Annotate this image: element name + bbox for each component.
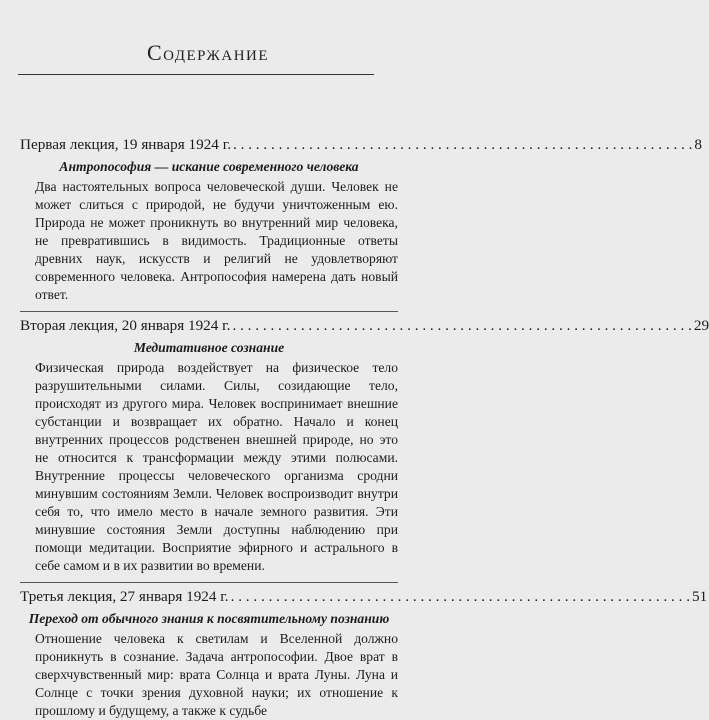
page-number: 51 xyxy=(692,588,708,605)
toc-line[interactable] xyxy=(20,135,703,154)
toc-line[interactable] xyxy=(20,587,708,606)
toc-line[interactable] xyxy=(20,316,709,335)
page-number: 29 xyxy=(693,317,709,334)
lecture-description: Два настоятельных вопроса человеческой души. Человек не может слиться с природой, не будучи уничтоженным ею. Природа не может проникнуть во внутренний мир человека, не превратившись в видимость. Традиционные ответы древних наук, искусств и религий не удовлетворяют современного человека. Антропософия намерена дать новый ответ. xyxy=(35,179,398,302)
table-of-contents xyxy=(20,135,709,720)
page-number: 8 xyxy=(694,136,703,153)
lecture-description: Физическая природа воздействует на физическое тело разрушительными силами. Силы, созидающие тело, происходят из другого мира. Человек воспринимает внешние субстанции и возвращает их обратно. Начало и конец внутренних процессов родственен внешней природе, но это не относится к трансформации между этими полюсами. Внутренние процессы человеческого организма сродни минувшим состояниям Земли. Человек воспроизводит внутри себя то, что имело место в начале земного развития. Эти минувшие состояния Земли доступны наблюдению при помощи медитации. Восприятие эфирного и астрального в себе самом и в их развитии во времени. xyxy=(35,360,398,573)
entry-divider xyxy=(20,582,398,583)
toc-entry-lecture-1 xyxy=(20,135,703,304)
dot-leader xyxy=(231,587,690,606)
lecture-subtitle: Антропософия — искание современного человека xyxy=(59,159,359,174)
dot-leader xyxy=(232,316,691,335)
toc-entry-lecture-3 xyxy=(20,587,708,720)
lecture-title: Вторая лекция, 20 января 1924 г. xyxy=(20,317,231,334)
dot-leader xyxy=(233,135,692,154)
lecture-subtitle: Медитативное сознание xyxy=(133,340,285,355)
title-underline xyxy=(18,74,374,75)
entry-divider xyxy=(20,311,398,312)
lecture-subtitle: Переход от обычного знания к посвятительному познанию xyxy=(28,611,390,626)
page-header xyxy=(0,40,416,66)
lecture-description: Отношение человека к светилам и Вселенной должно проникнуть в сознание. Задача антропософии. Двое врат в сверхчувственный мир: врата Солнца и врата Луны. Луна и Солнце с точки зрения духовной науки; их отношение к прошлому и будущему, а также к судьбе xyxy=(35,631,398,718)
lecture-title: Первая лекция, 19 января 1924 г. xyxy=(20,136,231,153)
lecture-title: Третья лекция, 27 января 1924 г. xyxy=(20,588,229,605)
page-title: Содержание xyxy=(146,40,270,65)
toc-entry-lecture-2 xyxy=(20,316,709,575)
